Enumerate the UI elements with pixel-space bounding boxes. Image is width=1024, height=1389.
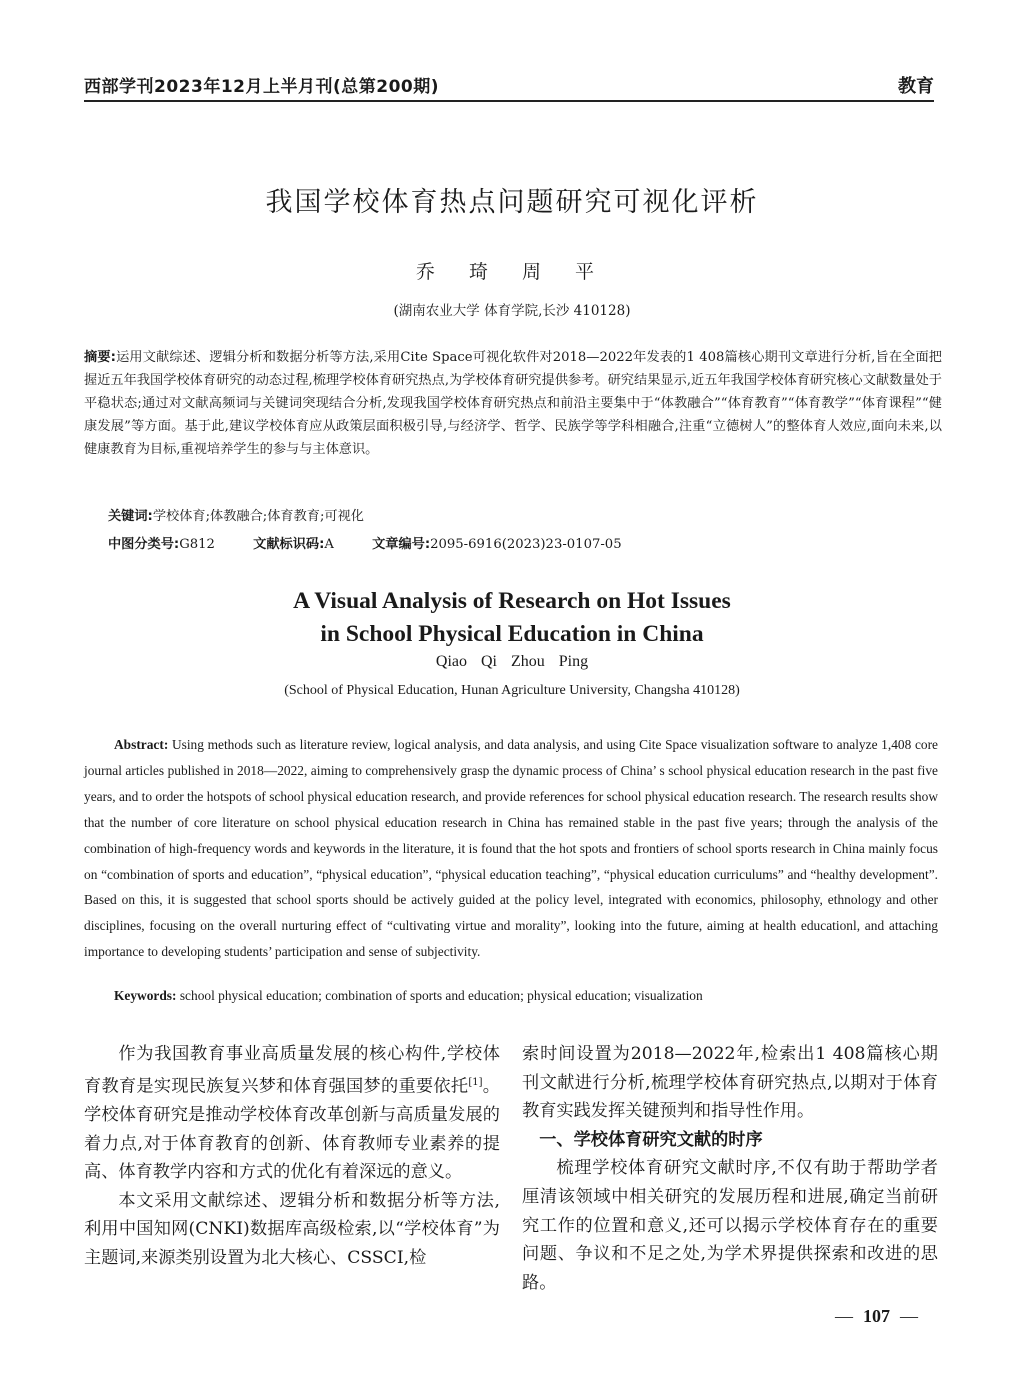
keywords-cn	[108, 505, 364, 524]
article-number: 文章编号:2095-6916(2023)23-0107-05	[372, 537, 622, 552]
authors-en: Qiao Qi Zhou Ping	[435, 653, 589, 670]
abstract-cn	[84, 347, 942, 462]
keywords-cn-text: 学校体育;体教融合;体育教育;可视化	[152, 509, 364, 524]
affiliation-cn: (湖南农业大学 体育学院,长沙 410128)	[393, 303, 631, 319]
page-number: — 107 —	[835, 1306, 918, 1326]
document-code: 文献标识码:A	[253, 537, 334, 552]
body-paragraph: 索时间设置为2018—2022年,检索出1 408篇核心期刊文献进行分析,梳理学校体育研究热点,以期对于体育教育实践发挥关键预判和指导性作用。	[522, 1044, 938, 1122]
page-number-value: 107	[863, 1306, 890, 1326]
header-rule	[84, 100, 934, 102]
keywords-en	[84, 988, 938, 1004]
body-paragraph: 作为我国教育事业高质量发展的核心构件,学校体育教育是实现民族复兴梦和体育强国梦的重要依托[1]。学校体育研究是推动学校体育改革创新与高质量发展的着力点,对于体育教育的创新、体育教师专业素养的提高、体育教学内容和方式的优化有着深远的意义。	[84, 1044, 500, 1183]
title-en-line-1: A Visual Analysis of Research on Hot Issues	[293, 588, 731, 614]
clc-number: 中图分类号:G812	[108, 537, 215, 552]
abstract-en	[84, 732, 938, 965]
section-label: 教育	[898, 76, 934, 97]
abstract-en-text: Using methods such as literature review, logical analysis, and data analysis, and using Cite Space visualization software to analyze 1,408 core journal articles published in 2018—2022, aiming to comprehensively grasp the dynamic process of China’ s school physical education research in the past five years, and to order the hotspots of school physical education research, and provide references for school physical education research. The research results show that the number of core literature on school physical education research in China has remained stable in the past five years; through the analysis of the combination of high-frequency words and keywords in the literature, it is found that the hot spots and frontiers of school sports research in China mainly focus on “combination of sports and education”, “physical education”, “physical education teaching”, “physical education curriculums” and “healthy development”. Based on this, it is suggested that school sports should be actively guided at the policy level, integrated with economics, philosophy, ethnology and other disciplines, focusing on the overall nurturing effect of “cultivating virtue and morality”, looking into the future, aiming at health educationl, and attaching importance to developing students’ participation and sense of subjectivity.	[84, 737, 938, 960]
keywords-en-label: Keywords:	[114, 988, 177, 1003]
title-en-line-2: in School Physical Education in China	[320, 621, 704, 647]
authors-cn: 乔 琦 周 平	[415, 261, 609, 283]
abstract-en-label: Abstract:	[114, 737, 169, 752]
journal-header: 西部学刊2023年12月上半月刊(总第200期)	[84, 77, 439, 97]
citation-ref: [1]	[468, 1076, 483, 1088]
keywords-en-text: school physical education; combination of sports and education; physical education; visualization	[179, 988, 703, 1003]
abstract-cn-label: 摘要:	[84, 350, 116, 365]
keywords-cn-label: 关键词:	[108, 509, 153, 524]
body-column-right	[522, 1040, 938, 1297]
classification-row	[108, 533, 656, 552]
body-paragraph: 梳理学校体育研究文献时序,不仅有助于帮助学者厘清该领域中相关研究的发展历程和进展,确定当前研究工作的位置和意义,还可以揭示学校体育存在的重要问题、争议和不足之处,为学术界提供探索和改进的思路。	[522, 1158, 938, 1293]
article-title-cn: 我国学校体育热点问题研究可视化评析	[265, 187, 759, 218]
article-title-en	[0, 585, 1024, 651]
body-column-left	[84, 1040, 500, 1272]
abstract-cn-text: 运用文献综述、逻辑分析和数据分析等方法,采用Cite Space可视化软件对2018—2022年发表的1 408篇核心期刊文章进行分析,旨在全面把握近五年我国学校体育研究的动态过程,梳理学校体育研究热点,为学校体育研究提供参考。研究结果显示,近五年我国学校体育研究核心文献数量处于平稳状态;通过对文献高频词与关键词突现结合分析,发现我国学校体育研究热点和前沿主要集中于“体教融合”“体育教育”“体育教学”“体育课程”“健康发展”等方面。基于此,建议学校体育应从政策层面积极引导,与经济学、哲学、民族学等学科相融合,注重“立德树人”的整体育人效应,面向未来,以健康教育为目标,重视培养学生的参与与主体意识。	[84, 350, 942, 457]
section-heading: 一、学校体育研究文献的时序	[539, 1129, 763, 1150]
body-paragraph: 本文采用文献综述、逻辑分析和数据分析等方法,利用中国知网(CNKI)数据库高级检索,以“学校体育”为主题词,来源类别设置为北大核心、CSSCI,检	[84, 1190, 500, 1268]
affiliation-en: (School of Physical Education, Hunan Agriculture University, Changsha 410128)	[284, 683, 740, 698]
